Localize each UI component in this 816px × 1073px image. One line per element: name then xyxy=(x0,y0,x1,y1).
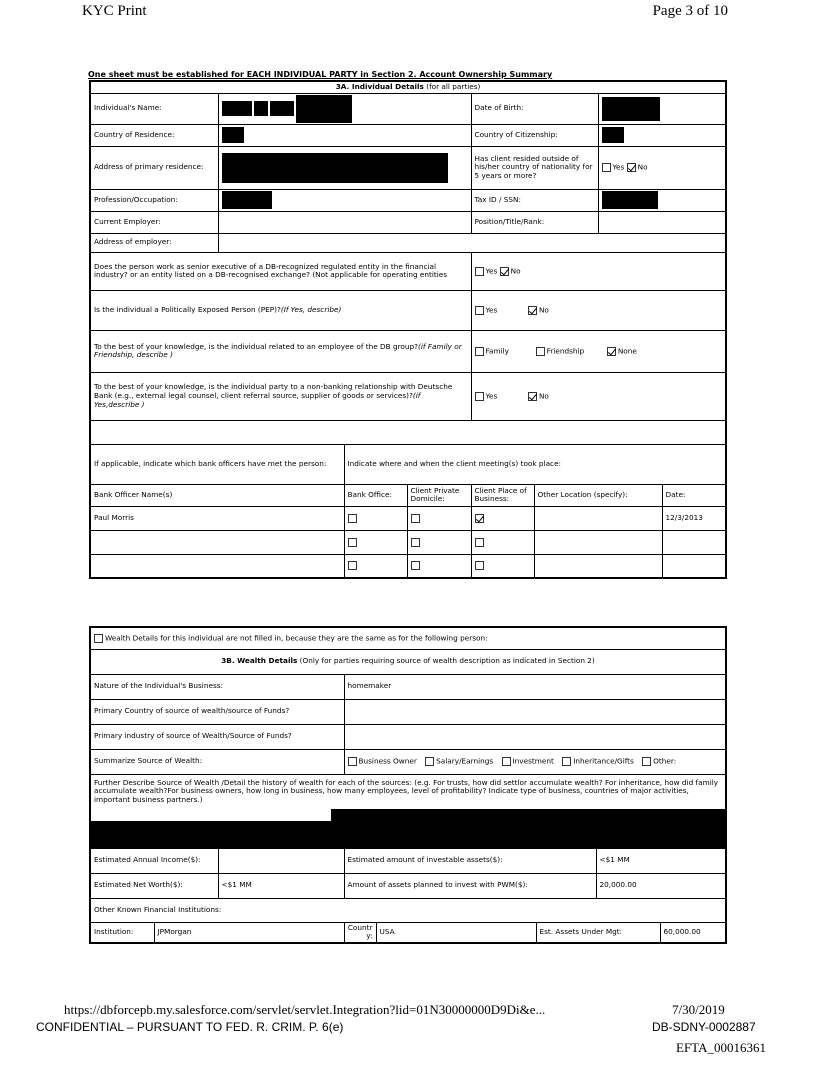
address-label: Address of primary residence: xyxy=(90,146,218,189)
footer-date: 7/30/2019 xyxy=(672,1002,725,1017)
address-value xyxy=(218,146,471,189)
officers-label: If applicable, indicate which bank officers have met the person: xyxy=(90,444,344,484)
dob-label: Date of Birth: xyxy=(471,93,598,124)
citizenship-label: Country of Citizenship: xyxy=(471,124,598,146)
summarize-options: Business Owner Salary/Earnings Investment Inheritance/Gifts Other: xyxy=(344,749,726,774)
col-place: Client Place of Business: xyxy=(471,484,534,506)
country-label: Country: xyxy=(344,922,376,943)
print-header-title: KYC Print xyxy=(82,3,147,19)
investment-checkbox[interactable] xyxy=(502,757,511,766)
name-label: Individual's Name: xyxy=(90,93,218,124)
same-as-checkbox[interactable] xyxy=(94,634,103,643)
col-other: Other Location (specify): xyxy=(534,484,662,506)
meeting-date: 12/3/2013 xyxy=(662,506,726,530)
other-fi-label: Other Known Financial Institutions: xyxy=(90,898,726,922)
nonbank-options: Yes No xyxy=(471,372,726,420)
office-checkbox[interactable] xyxy=(348,561,357,570)
describe-wealth-cell xyxy=(90,774,726,848)
dob-value xyxy=(598,93,726,124)
bates-number: DB-SDNY-0002887 xyxy=(652,1020,756,1034)
investable-label: Estimated amount of investable assets($): xyxy=(344,848,596,873)
footer-url: https://dbforcepb.my.salesforce.com/servlet/servlet.Integration?lid=01N30000000D9Di&e... xyxy=(64,1002,546,1017)
table-row xyxy=(90,554,726,578)
income-label: Estimated Annual Income($): xyxy=(90,848,218,873)
nature-label: Nature of the Individual's Business: xyxy=(90,674,344,699)
redaction xyxy=(602,191,658,209)
redaction xyxy=(602,97,660,121)
officer-name xyxy=(90,530,344,554)
table-row xyxy=(90,530,726,554)
describe-wealth-label: Further Describe Source of Wealth /Detail the history of wealth for each of the sources: (e.g. For trusts, how did settlor accumulate wealth? For inheritance, how did family accumulate wealth?For business owners, how long in business, how many employees, level of profitability? Indicate type of business, countries of major activities, important business partners.) xyxy=(94,777,719,805)
office-checkbox[interactable] xyxy=(348,538,357,547)
aum-value: 60,000.00 xyxy=(660,922,726,943)
related-options: Family Friendship None xyxy=(471,330,726,372)
meeting-date xyxy=(662,554,726,578)
place-of-business-checkbox[interactable] xyxy=(475,561,484,570)
col-office: Bank Office: xyxy=(344,484,407,506)
place-of-business-checkbox[interactable] xyxy=(475,538,484,547)
employer-label: Current Employer: xyxy=(90,211,218,233)
planned-label: Amount of assets planned to invest with PWM($): xyxy=(344,873,596,898)
section-3a-title: 3A. Individual Details (for all parties) xyxy=(90,81,726,93)
related-none-checkbox[interactable] xyxy=(607,347,616,356)
profession-value xyxy=(218,189,471,211)
inheritance-checkbox[interactable] xyxy=(562,757,571,766)
position-label: Position/Title/Rank: xyxy=(471,211,598,233)
source-industry-value xyxy=(344,724,726,749)
aum-label: Est. Assets Under Mgt: xyxy=(536,922,660,943)
redaction xyxy=(222,127,244,143)
col-date: Date: xyxy=(662,484,726,506)
place-of-business-checkbox[interactable] xyxy=(475,514,484,523)
planned-value: 20,000.00 xyxy=(596,873,726,898)
domicile-checkbox[interactable] xyxy=(411,561,420,570)
domicile-checkbox[interactable] xyxy=(411,514,420,523)
name-value xyxy=(218,93,471,124)
redaction xyxy=(90,821,726,849)
domicile-checkbox[interactable] xyxy=(411,538,420,547)
confidential-notice: CONFIDENTIAL – PURSUANT TO FED. R. CRIM. P. 6(e) xyxy=(36,1020,344,1034)
institution-value: JPMorgan xyxy=(154,922,344,943)
pep-yes-checkbox[interactable] xyxy=(475,306,484,315)
redaction xyxy=(222,191,272,209)
same-as-row: Wealth Details for this individual are not filled in, because they are the same as for the following person: xyxy=(90,627,726,649)
source-country-label: Primary Country of source of wealth/source of Funds? xyxy=(90,699,344,724)
efta-number: EFTA_00016361 xyxy=(676,1040,766,1055)
source-industry-label: Primary industry of source of Wealth/Source of Funds? xyxy=(90,724,344,749)
meeting-date xyxy=(662,530,726,554)
spacer-row xyxy=(90,420,726,444)
pep-options: Yes No xyxy=(471,290,726,330)
business-owner-checkbox[interactable] xyxy=(348,757,357,766)
residence-label: Country of Residence: xyxy=(90,124,218,146)
individual-details-table xyxy=(89,80,727,579)
table-row xyxy=(90,922,726,943)
table-row xyxy=(90,506,726,530)
country-value: USA xyxy=(376,922,536,943)
senior-exec-options: Yes No xyxy=(471,252,726,290)
pep-question: Is the individual a Politically Exposed Person (PEP)?(If Yes, describe) xyxy=(90,290,471,330)
redaction xyxy=(602,127,624,143)
form-intro: One sheet must be established for EACH INDIVIDUAL PARTY in Section 2. Account Ownership Summary xyxy=(88,70,553,79)
institution-label: Institution: xyxy=(90,922,154,943)
profession-label: Profession/Occupation: xyxy=(90,189,218,211)
resided-yes-checkbox[interactable] xyxy=(602,163,611,172)
position-value xyxy=(598,211,726,233)
other-location xyxy=(534,506,662,530)
meeting-label: Indicate where and when the client meeting(s) took place: xyxy=(344,444,726,484)
taxid-label: Tax ID / SSN: xyxy=(471,189,598,211)
senior-no-checkbox[interactable] xyxy=(500,267,509,276)
source-country-value xyxy=(344,699,726,724)
salary-checkbox[interactable] xyxy=(425,757,434,766)
other-location xyxy=(534,530,662,554)
taxid-value xyxy=(598,189,726,211)
residence-value xyxy=(218,124,471,146)
redaction xyxy=(296,95,352,123)
nature-value: homemaker xyxy=(344,674,726,699)
resided-no-checkbox[interactable] xyxy=(627,163,636,172)
investable-value: <$1 MM xyxy=(596,848,726,873)
nonbank-no-checkbox[interactable] xyxy=(528,392,537,401)
page-number: Page 3 of 10 xyxy=(652,3,728,19)
redaction xyxy=(222,153,448,183)
networth-label: Estimated Net Worth($): xyxy=(90,873,218,898)
senior-exec-question: Does the person work as senior executive of a DB-recognized regulated entity in the financial industry? or an entity listed on a DB-recognised exchange? (Not applicable for operating entities xyxy=(90,252,471,290)
nonbank-yes-checkbox[interactable] xyxy=(475,392,484,401)
wealth-details-table xyxy=(89,626,727,944)
redaction xyxy=(222,101,252,116)
redaction xyxy=(254,101,268,116)
employer-value xyxy=(218,211,471,233)
employer-address-label: Address of employer: xyxy=(90,233,218,252)
resided-label: Has client resided outside of his/her country of nationality for 5 years or more? xyxy=(471,146,598,189)
summarize-label: Summarize Source of Wealth: xyxy=(90,749,344,774)
section-3b-title: 3B. Wealth Details (Only for parties requiring source of wealth description as indicated in Section 2) xyxy=(90,649,726,674)
col-officer: Bank Officer Name(s) xyxy=(90,484,344,506)
redaction xyxy=(331,809,726,821)
col-domicile: Client Private Domicile: xyxy=(407,484,471,506)
related-family-checkbox[interactable] xyxy=(475,347,484,356)
related-question: To the best of your knowledge, is the individual related to an employee of the DB group?(if Family or Friendship, describe ) xyxy=(90,330,471,372)
pep-no-checkbox[interactable] xyxy=(528,306,537,315)
resided-options: Yes No xyxy=(598,146,726,189)
income-value xyxy=(218,848,344,873)
related-friendship-checkbox[interactable] xyxy=(536,347,545,356)
officer-name: Paul Morris xyxy=(90,506,344,530)
office-checkbox[interactable] xyxy=(348,514,357,523)
redaction xyxy=(270,101,294,116)
citizenship-value xyxy=(598,124,726,146)
nonbank-question: To the best of your knowledge, is the individual party to a non-banking relationship with Deutsche Bank (e.g., external legal counsel, client referral source, supplier of goods or services)?(if Yes,describe ) xyxy=(90,372,471,420)
senior-yes-checkbox[interactable] xyxy=(475,267,484,276)
other-checkbox[interactable] xyxy=(642,757,651,766)
networth-value: <$1 MM xyxy=(218,873,344,898)
employer-address-value xyxy=(218,233,726,252)
other-location xyxy=(534,554,662,578)
officer-name xyxy=(90,554,344,578)
